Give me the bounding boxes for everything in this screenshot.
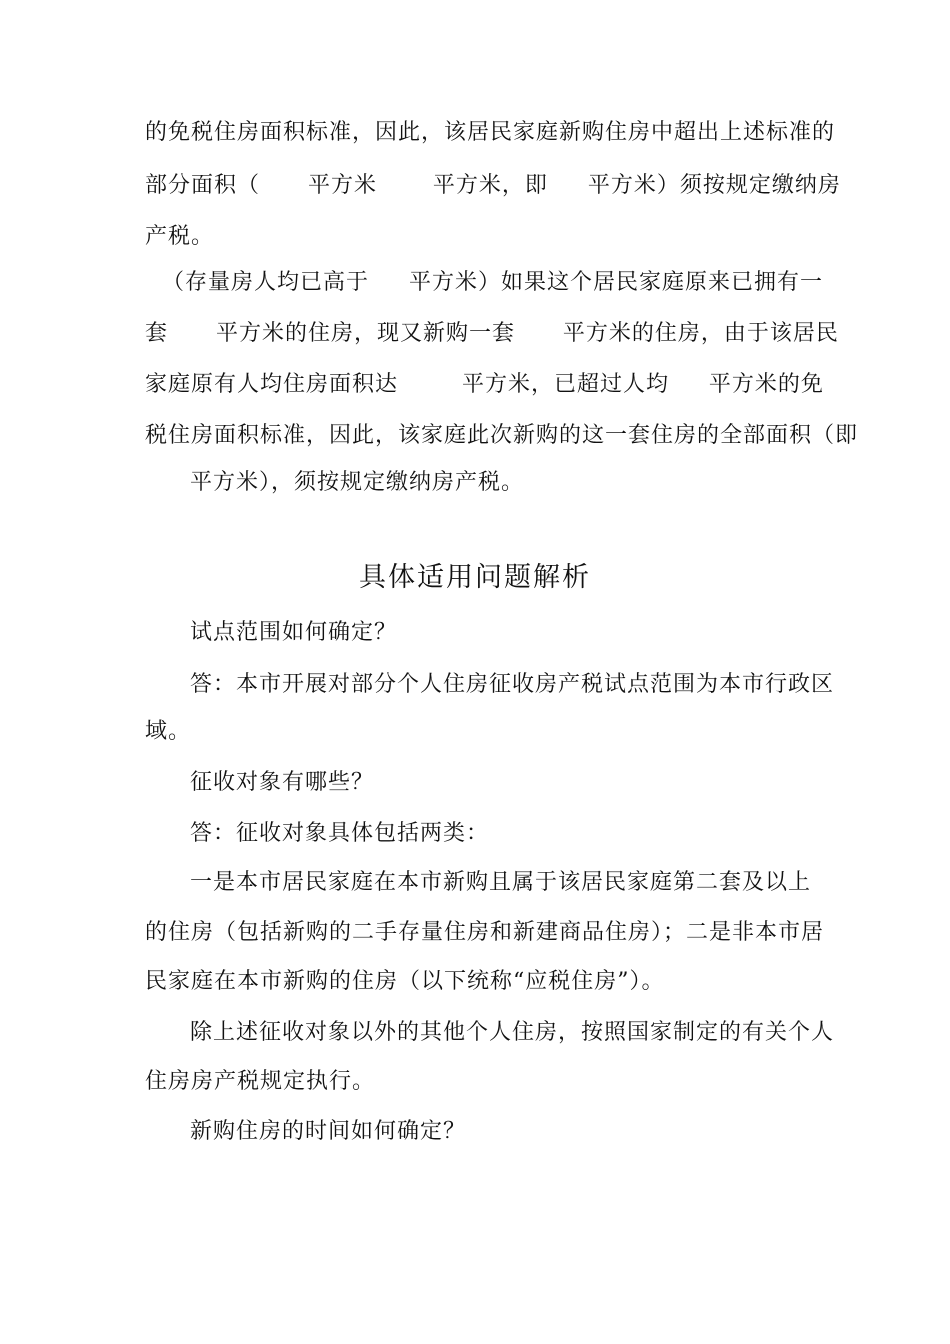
faq-other-line-2: 住房房产税规定执行。 — [145, 1069, 376, 1094]
paragraph-line-2: 部分面积（ 平方米 平方米，即 平方米）须按规定缴纳房 — [145, 173, 841, 198]
faq-question-purchase-time: 新购住房的时间如何确定？ — [190, 1119, 467, 1144]
faq-detail-line-3: 民家庭在本市新购的住房（以下统称“应税住房”）。 — [145, 969, 665, 994]
section-title: 具体适用问题解析 — [359, 562, 591, 593]
faq-detail-line-2: 的住房（包括新购的二手存量住房和新建商品住房）；二是非本市居 — [145, 920, 825, 945]
paragraph-line-5: 套 平方米的住房，现又新购一套 平方米的住房，由于该居民 — [145, 321, 839, 346]
paragraph-line-1: 的免税住房面积标准，因此，该居民家庭新购住房中超出上述标准的 — [145, 120, 836, 145]
paragraph-line-6: 家庭原有人均住房面积达 平方米，已超过人均 平方米的免 — [145, 372, 824, 397]
faq-question-scope: 试点范围如何确定？ — [190, 620, 398, 645]
faq-answer-scope-line-2: 域。 — [145, 719, 192, 744]
faq-other-line-1: 除上述征收对象以外的其他个人住房，按照国家制定的有关个人 — [190, 1020, 835, 1045]
paragraph-line-7: 税住房面积标准，因此，该家庭此次新购的这一套住房的全部面积（即 — [145, 423, 859, 448]
paragraph-line-3: 产税。 — [145, 224, 215, 249]
faq-question-objects: 征收对象有哪些？ — [190, 770, 375, 795]
paragraph-line-8: 平方米），须按规定缴纳房产税。 — [190, 470, 525, 495]
faq-detail-line-1: 一是本市居民家庭在本市新购且属于该居民家庭第二套及以上 — [190, 870, 812, 895]
faq-answer-objects: 答：征收对象具体包括两类： — [190, 821, 490, 846]
paragraph-line-4: （存量房人均已高于 平方米）如果这个居民家庭原来已拥有一 — [162, 270, 823, 295]
faq-answer-scope-line-1: 答：本市开展对部分个人住房征收房产税试点范围为本市行政区 — [190, 672, 835, 697]
